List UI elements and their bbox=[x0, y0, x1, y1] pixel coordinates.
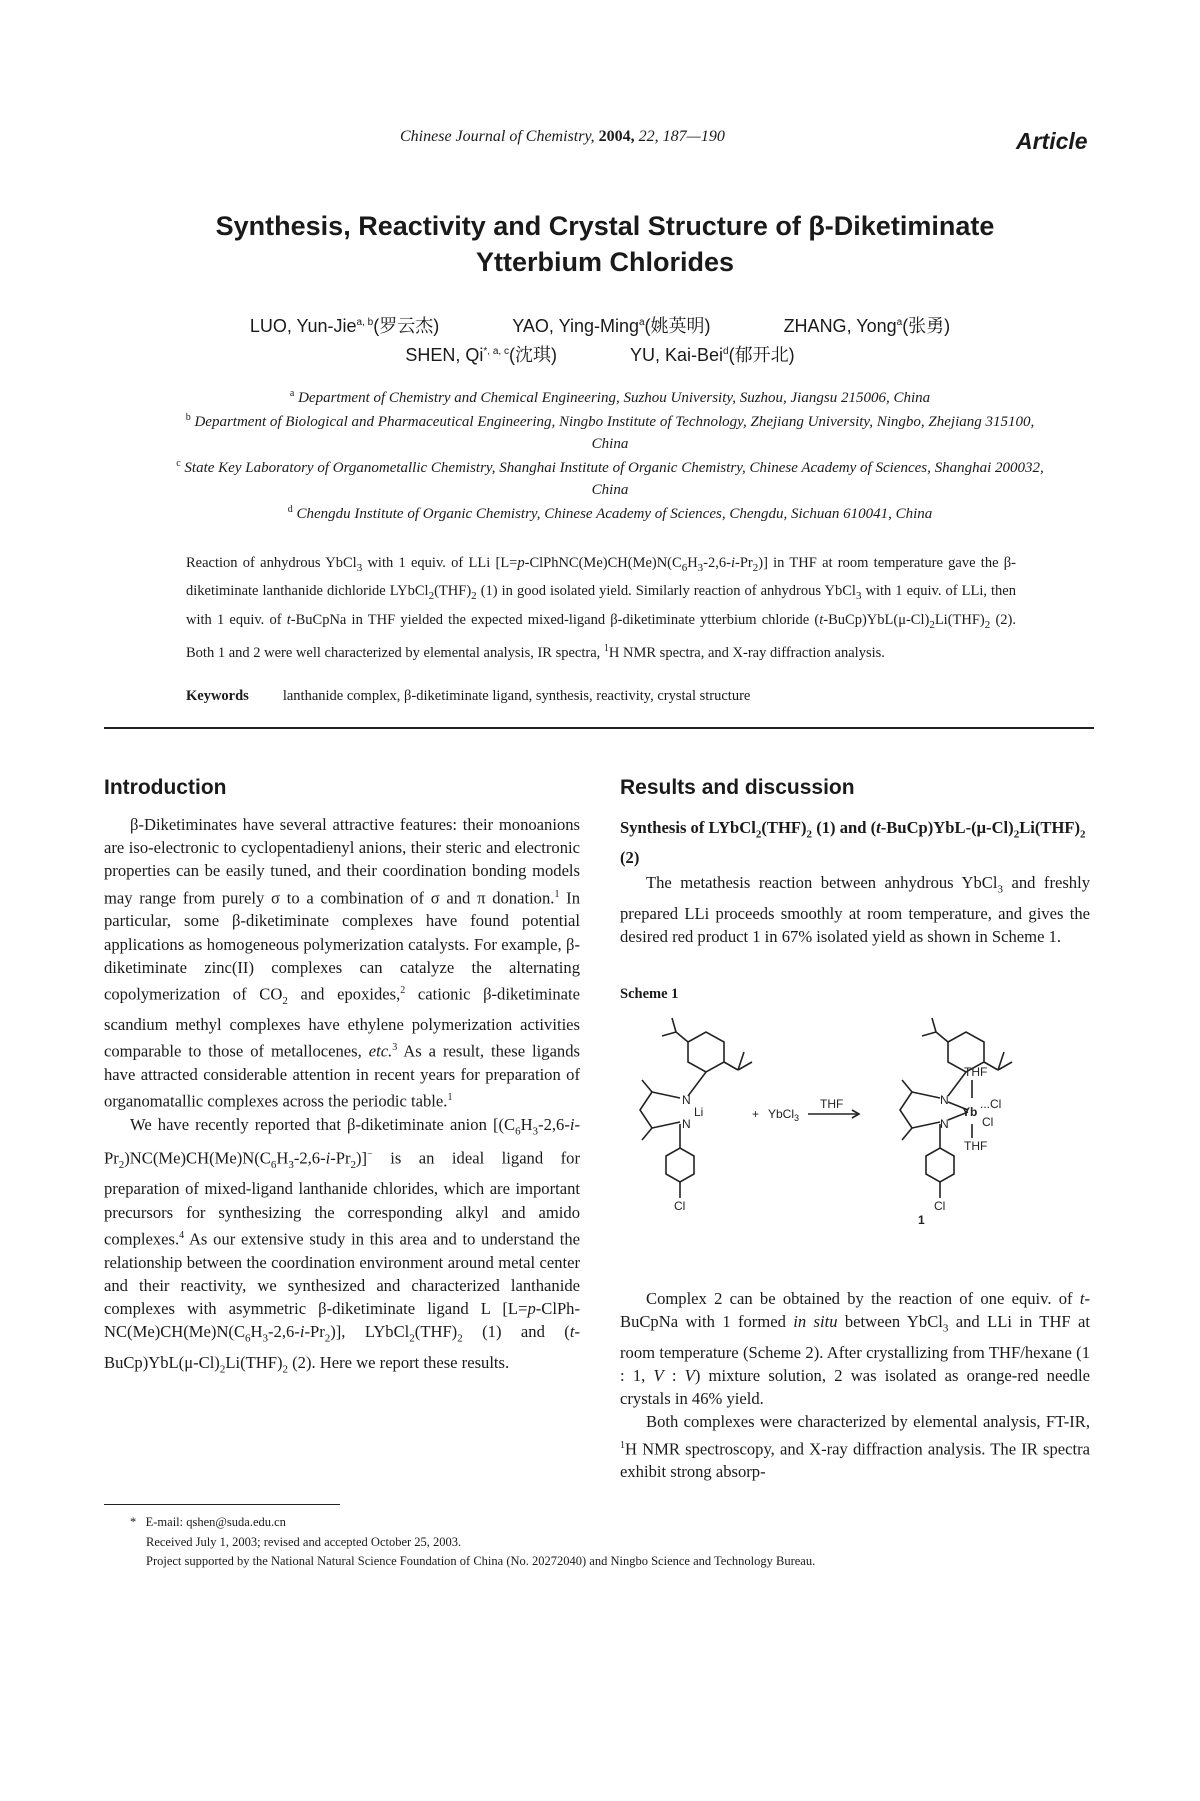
results-heading: Results and discussion bbox=[620, 776, 855, 799]
yb-label: Yb bbox=[962, 1105, 978, 1119]
results-paragraphs bbox=[620, 1287, 1090, 1483]
li-label: Li bbox=[694, 1105, 704, 1119]
footnote-divider bbox=[104, 1504, 340, 1505]
intro-paragraph-2: We have recently reported that β-diketiminate anion $[(C_6H_3-2,6-i-Pr_2)NC(Me)CH(Me)N(C_6H_3-2,6-i-Pr_2)]^-$ is an ideal ligand for preparation of mixed-ligand lanthanide chlorides, which are important precursors for synthesizing the corresponding alkyl and amido complexes.$^4$ As our extensive study in this area and to understand the relationship between the coordination environment around metal center and their reactivity, we synthesized and characterized lanthanide complexes with asymmetric β-diketiminate ligand L $[L=p-ClPh-NC(Me)CH(Me)N(C_6H_3-2,6-i-Pr_2)]$, $LYbCl_2(THF)_2$ (1) and $(t-BuCp)YbL(\mu-Cl)_2Li(THF)_2$ (2). Here we report these results. bbox=[104, 1114, 580, 1376]
cl-label: Cl bbox=[674, 1199, 686, 1213]
n-label: N bbox=[682, 1117, 691, 1131]
keywords-text: lanthanide complex, β-diketiminate ligand, synthesis, reactivity, crystal structure bbox=[282, 688, 751, 704]
paper-title: Synthesis, Reactivity and Crystal Structure of β-Diketiminate Ytterbium Chlorides bbox=[215, 211, 995, 277]
footnote-email: * E-mail: qshen@suda.edu.cn bbox=[130, 1515, 286, 1529]
plus-sign: + bbox=[752, 1107, 760, 1121]
n-label: N bbox=[940, 1093, 949, 1107]
author-yao: YAO, Ying-Ming$^a$(姚英明) bbox=[512, 316, 711, 336]
footnote-project: Project supported by the National Natural Science Foundation of China (No. 20272040) and Ningbo Science and Technology Bureau. bbox=[146, 1554, 816, 1568]
author-yu: YU, Kai-Bei$^d$(郁开北) bbox=[630, 345, 795, 365]
section-divider bbox=[104, 727, 1094, 729]
chloroaryl-ring-right bbox=[926, 1148, 954, 1182]
n-label: N bbox=[682, 1093, 691, 1107]
affiliation-a: $^a$ Department of Chemistry and Chemical Engineering, Suzhou University, Suzhou, Jiangsu 215006, China bbox=[289, 388, 931, 406]
results-paragraph-3: Both complexes were characterized by elemental analysis, FT-IR, $^1$H NMR spectroscopy, and X-ray diffraction analysis. The IR spectra exhibit strong absorp- bbox=[620, 1412, 1090, 1482]
compound-number: 1 bbox=[918, 1213, 925, 1227]
results-paragraph-2: Complex 2 can be obtained by the reaction of one equiv. of t-BuCpNa with 1 formed in situ between YbCl$_3$ and LLi in THF at room temperature (Scheme 2). After crystallizing from THF/hexane (1 : 1, V : V) mixture solution, 2 was isolated as orange-red needle crystals in 46% yield. bbox=[620, 1289, 1090, 1409]
cl-bridge-label: ...Cl bbox=[980, 1097, 1002, 1111]
aryl-ring-left bbox=[688, 1032, 724, 1072]
thf-bottom-label: THF bbox=[964, 1139, 988, 1153]
author-shen: SHEN, $Qi^{*, a, c}$(沈琪) bbox=[405, 345, 557, 365]
thf-arrow-label: THF bbox=[820, 1097, 844, 1111]
authors-line-1 bbox=[0, 312, 1200, 338]
intro-paragraph-1: β-Diketiminates have several attractive features: their monoanions are iso-electronic to cyclopentadienyl anions, their steric and electronic properties can be easily tuned, and their coordination bonding models may range from purely σ to a combination of σ and π donation.$^1$ In particular, some β-diketiminate complexes have found potential applications as homogeneous polymerization catalysts. For example, β-diketiminate zinc(II) complexes can catalyze the alternating copolymerization of $CO_2$ and epoxides,$^2$ cationic β-diketiminate scandium methyl complexes have ethylene polymerization activities comparable to those of metallocenes, etc.$^3$ As a result, these ligands have attracted considerable attention in recent years for preparation of organomatallic complexes across the periodic table.$^1$ bbox=[104, 815, 581, 1111]
chloroaryl-ring-left bbox=[666, 1148, 694, 1182]
subsection-heading: Synthesis of $LYbCl_2(THF)_2$ (1) and $(t-BuCp)YbL-(\mu-Cl)_2Li(THF)_2$ (2) bbox=[620, 818, 1086, 868]
journal-name: Chinese Journal of Chemistry, bbox=[400, 128, 595, 145]
backbone-left bbox=[640, 1092, 680, 1128]
scheme-1-figure bbox=[622, 1014, 1084, 1254]
results-paragraph-1: The metathesis reaction between anhydrous YbCl$_3$ and freshly prepared LLi proceeds smoothly at room temperature, and gives the desired red product 1 in 67% isolated yield as shown in Scheme 1. bbox=[620, 873, 1090, 946]
ybcl3-label: YbCl$_3$ bbox=[768, 1107, 800, 1123]
article-label: Article bbox=[1016, 128, 1088, 154]
author-luo: LUO, Yun-Jie$^{a, b}$(罗云杰) bbox=[249, 316, 440, 336]
affiliation-c: $^c$ State Key Laboratory of Organometallic Chemistry, Shanghai Institute of Organic Chemistry, Chinese Academy of Sciences, Shanghai 200032, China bbox=[176, 458, 1044, 498]
cl-label: Cl bbox=[934, 1199, 946, 1213]
journal-year: 2004, bbox=[598, 128, 635, 145]
intro-body bbox=[104, 813, 580, 1381]
backbone-right bbox=[900, 1092, 940, 1128]
running-head bbox=[400, 128, 725, 146]
author-zhang: ZHANG, Yong$^a$(张勇) bbox=[783, 316, 951, 336]
keywords bbox=[186, 688, 750, 705]
thf-top-label: THF bbox=[964, 1065, 988, 1079]
affiliation-d: $^d$ Chengdu Institute of Organic Chemistry, Chinese Academy of Sciences, Chengdu, Sichuan 610041, China bbox=[287, 504, 933, 522]
cl-terminal-label: Cl bbox=[982, 1115, 994, 1129]
n-label: N bbox=[940, 1117, 949, 1131]
keywords-label: Keywords bbox=[186, 688, 249, 704]
scheme-label: Scheme 1 bbox=[620, 986, 679, 1002]
abstract: Reaction of anhydrous YbCl$_3$ with 1 equiv. of LLi $[L=p-ClPhNC(Me)CH(Me)N(C_6H_3-2,6-i-Pr_2)]$ in THF at room temperature gave the β-diketiminate lanthanide dichloride $LYbCl_2(THF)_2$ (1) in good isolated yield. Similarly reaction of anhydrous YbCl$_3$ with 1 equiv. of LLi, then with 1 equiv. of t-BuCpNa in THF yielded the expected mixed-ligand β-diketiminate ytterbium chloride $(t-BuCp)YbL(\mu-Cl)_2Li(THF)_2$ (2). Both 1 and 2 were well characterized by elemental analysis, IR spectra, $^1$H NMR spectra, and X-ray diffraction analysis. bbox=[186, 555, 1016, 661]
volume-pages: 22, 187—190 bbox=[638, 128, 725, 145]
footnote-received: Received July 1, 2003; revised and accepted October 25, 2003. bbox=[146, 1535, 462, 1549]
authors-line-2 bbox=[0, 341, 1200, 367]
affiliation-b: $^b$ Department of Biological and Pharmaceutical Engineering, Ningbo Institute of Technology, Zhejiang University, Ningbo, Zhejiang 315100, China bbox=[185, 412, 1035, 452]
intro-heading: Introduction bbox=[104, 776, 227, 799]
